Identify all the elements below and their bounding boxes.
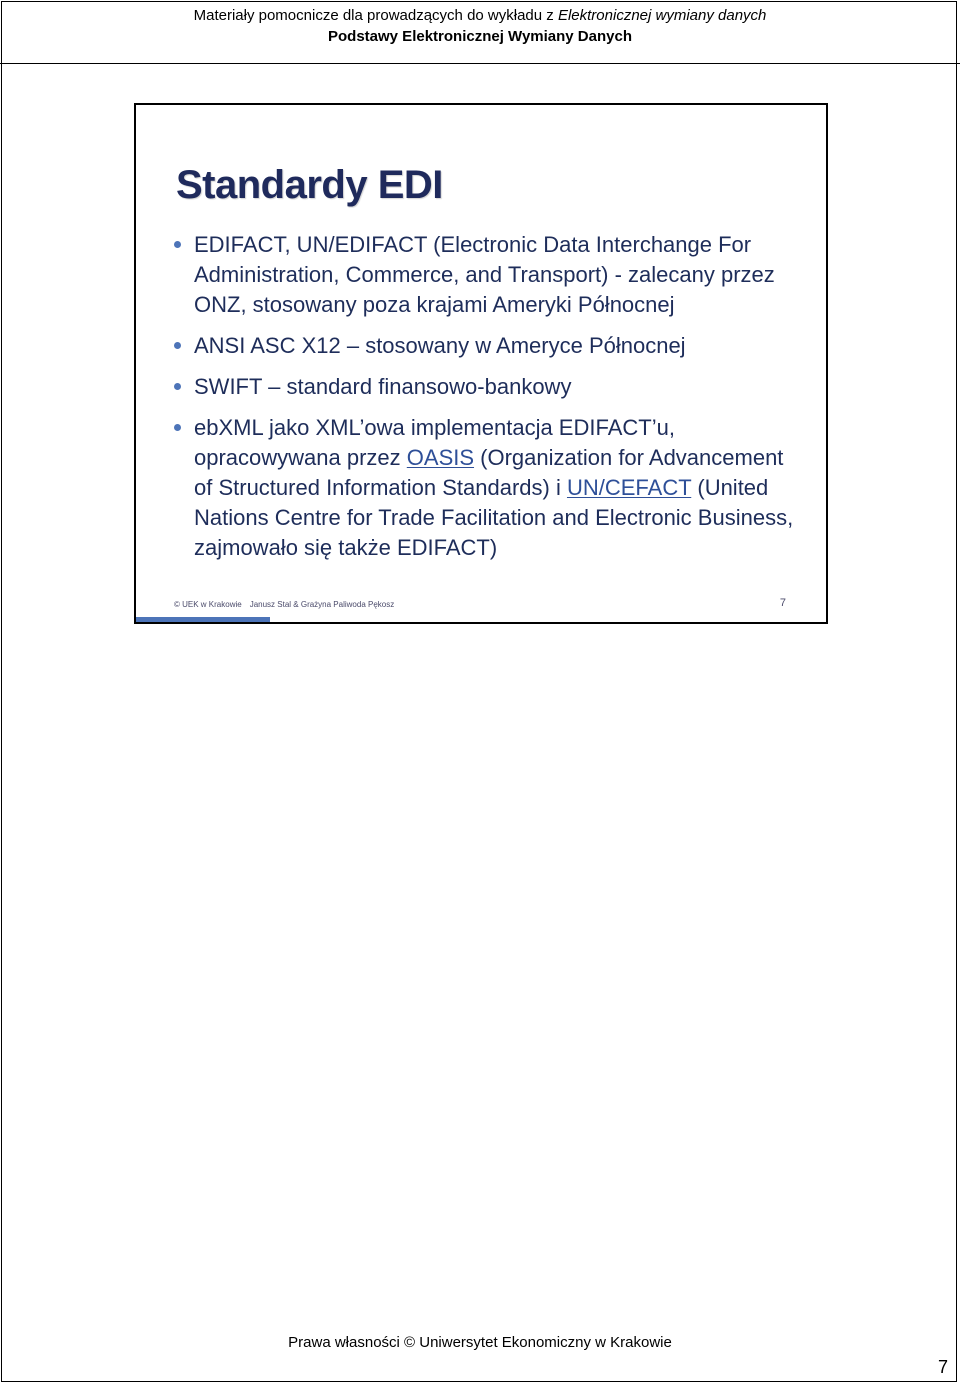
header-subtitle-prefix: Materiały pomocnicze dla prowadzących do wykładu z	[193, 7, 558, 24]
bullet-text-part: (United Nations Centre for Trade Facilitation and Electronic Business, zajmowało się także EDIFACT)	[194, 475, 794, 560]
bullet-text: SWIFT – standard finansowo-bankowy	[194, 374, 572, 399]
slide-copyright: © UEK w Krakowie	[174, 600, 242, 609]
bullet-text-part: ebXML jako XML’owa implementacja EDIFACT’u, opracowywana przez	[194, 415, 675, 470]
slide-number: 7	[779, 597, 786, 609]
bullet-text: EDIFACT, UN/EDIFACT (Electronic Data Interchange For Administration, Commerce, and Transport) - zalecany przez ONZ, stosowany poza krajami Ameryki Północnej	[194, 232, 775, 317]
bullet-list	[174, 230, 794, 574]
bullet-icon	[174, 241, 181, 248]
header-title: Podstawy Elektronicznej Wymiany Danych	[328, 28, 632, 45]
slide-authors: Janusz Stal & Grażyna Paliwoda Pękosz	[249, 600, 395, 609]
slide-title: Standardy EDI	[176, 163, 443, 207]
page-header	[0, 0, 960, 64]
bullet-icon	[174, 383, 181, 390]
bullet-icon	[174, 424, 181, 431]
list-item	[174, 230, 794, 320]
slide	[134, 103, 828, 624]
list-item	[174, 372, 794, 402]
list-item	[174, 413, 794, 563]
list-item	[174, 331, 794, 361]
header-subtitle	[0, 7, 960, 25]
slide-accent-bar	[136, 617, 270, 622]
page-footer: Prawa własności © Uniwersytet Ekonomiczny w Krakowie	[288, 1334, 672, 1351]
page-number: 7	[937, 1357, 948, 1377]
bullet-icon	[174, 342, 181, 349]
slide-footer	[174, 600, 394, 610]
bullet-text-part: (Organization for Advancement of Structured Information Standards) i	[194, 445, 784, 500]
header-subtitle-italic: Elektronicznej wymiany danych	[557, 7, 767, 24]
oasis-link[interactable]: OASIS	[406, 445, 475, 470]
bullet-text: ANSI ASC X12 – stosowany w Ameryce Północnej	[194, 333, 686, 358]
uncefact-link[interactable]: UN/CEFACT	[566, 475, 692, 500]
